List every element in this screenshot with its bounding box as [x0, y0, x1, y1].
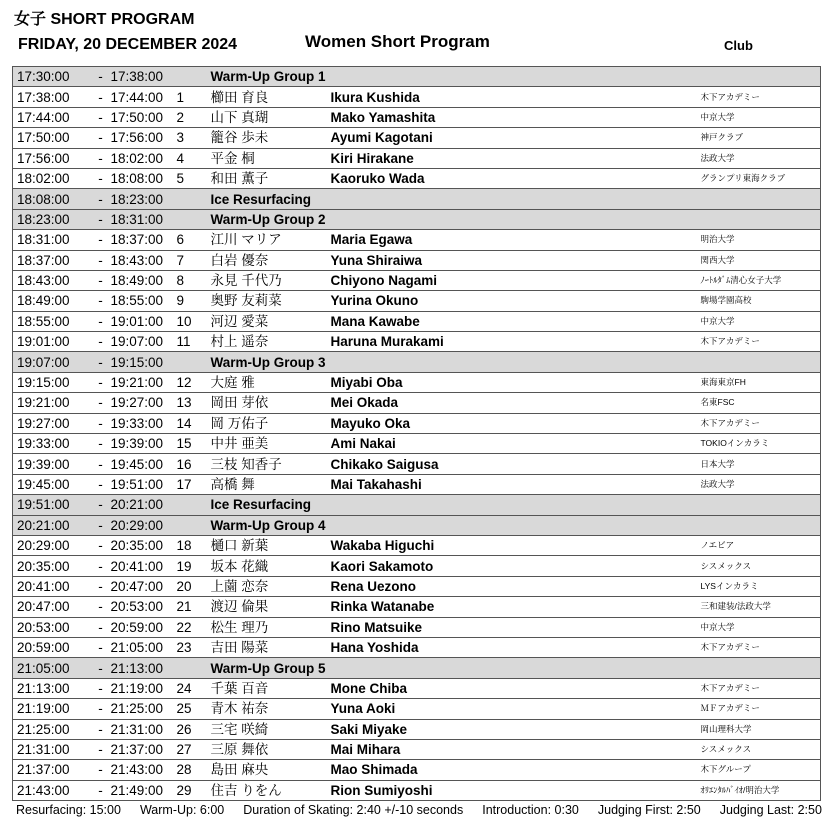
- no-cell: 27: [177, 739, 211, 759]
- cell-cell: -: [91, 454, 111, 474]
- cell-cell: -: [91, 270, 111, 290]
- table-row: [13, 474, 821, 494]
- end-cell: 18:49:00: [111, 270, 177, 290]
- cell-cell: -: [91, 495, 111, 515]
- club-cell: 駒場学園高校: [695, 291, 821, 311]
- label-cell: Warm-Up Group 3: [211, 352, 695, 372]
- start-cell: 21:19:00: [13, 699, 91, 719]
- table-row: [13, 250, 821, 270]
- table-row: [13, 556, 821, 576]
- name-cell: Mai Mihara: [331, 739, 695, 759]
- cell-cell: -: [91, 678, 111, 698]
- end-cell: 18:08:00: [111, 168, 177, 188]
- no-cell: 4: [177, 148, 211, 168]
- no-cell: 29: [177, 780, 211, 800]
- end-cell: 18:55:00: [111, 291, 177, 311]
- end-cell: 21:13:00: [111, 658, 177, 678]
- start-cell: 20:47:00: [13, 597, 91, 617]
- start-cell: 20:53:00: [13, 617, 91, 637]
- no-cell: 6: [177, 230, 211, 250]
- label-cell: Warm-Up Group 4: [211, 515, 695, 535]
- name-cell: Kaori Sakamoto: [331, 556, 695, 576]
- club-column-header: Club: [724, 38, 753, 53]
- end-cell: 21:49:00: [111, 780, 177, 800]
- jp-cell: 籠谷 歩未: [211, 128, 331, 148]
- name-cell: Yuna Aoki: [331, 699, 695, 719]
- jp-cell: 永見 千代乃: [211, 270, 331, 290]
- club-cell: LYSインカラミ: [695, 576, 821, 596]
- start-cell: 19:01:00: [13, 332, 91, 352]
- name-cell: Saki Miyake: [331, 719, 695, 739]
- table-row: [13, 311, 821, 331]
- cell-cell: [695, 352, 821, 372]
- table-row: [13, 270, 821, 290]
- title-jp: 女子 SHORT PROGRAM: [14, 11, 195, 28]
- name-cell: Mao Shimada: [331, 760, 695, 780]
- no-cell: 12: [177, 372, 211, 392]
- end-cell: 19:07:00: [111, 332, 177, 352]
- start-cell: 19:33:00: [13, 434, 91, 454]
- end-cell: 20:21:00: [111, 495, 177, 515]
- jp-cell: 吉田 陽菜: [211, 637, 331, 657]
- club-cell: 木下アカデミー: [695, 413, 821, 433]
- cell-cell: -: [91, 556, 111, 576]
- jp-cell: 白岩 優奈: [211, 250, 331, 270]
- cell-cell: -: [91, 434, 111, 454]
- name-cell: Rinka Watanabe: [331, 597, 695, 617]
- name-cell: Mana Kawabe: [331, 311, 695, 331]
- table-row: [13, 393, 821, 413]
- end-cell: 21:05:00: [111, 637, 177, 657]
- cell-cell: -: [91, 760, 111, 780]
- name-cell: Mei Okada: [331, 393, 695, 413]
- label-cell: Warm-Up Group 1: [211, 67, 695, 87]
- table-row: [13, 719, 821, 739]
- cell-cell: [695, 189, 821, 209]
- cell-cell: -: [91, 393, 111, 413]
- club-cell: 中京大学: [695, 311, 821, 331]
- name-cell: Haruna Murakami: [331, 332, 695, 352]
- jp-cell: 千葉 百音: [211, 678, 331, 698]
- club-cell: シスメックス: [695, 556, 821, 576]
- schedule-table: [12, 66, 821, 801]
- footer-item: Resurfacing: 15:00: [16, 803, 121, 817]
- jp-cell: 坂本 花織: [211, 556, 331, 576]
- end-cell: 21:25:00: [111, 699, 177, 719]
- table-row: [13, 454, 821, 474]
- name-cell: Rino Matsuike: [331, 617, 695, 637]
- cell-cell: -: [91, 168, 111, 188]
- table-row: [13, 617, 821, 637]
- club-cell: 関西大学: [695, 250, 821, 270]
- club-cell: 神戸クラブ: [695, 128, 821, 148]
- end-cell: 19:15:00: [111, 352, 177, 372]
- start-cell: 17:44:00: [13, 107, 91, 127]
- start-cell: 21:43:00: [13, 780, 91, 800]
- cell-cell: -: [91, 189, 111, 209]
- no-cell: 18: [177, 535, 211, 555]
- jp-cell: 青木 祐奈: [211, 699, 331, 719]
- name-cell: Rion Sumiyoshi: [331, 780, 695, 800]
- name-cell: Mako Yamashita: [331, 107, 695, 127]
- end-cell: 17:56:00: [111, 128, 177, 148]
- club-cell: グランプリ東海クラブ: [695, 168, 821, 188]
- name-cell: Ayumi Kagotani: [331, 128, 695, 148]
- label-cell: Warm-Up Group 2: [211, 209, 695, 229]
- cell-cell: -: [91, 230, 111, 250]
- end-cell: 21:43:00: [111, 760, 177, 780]
- no-cell: 24: [177, 678, 211, 698]
- name-cell: Ikura Kushida: [331, 87, 695, 107]
- club-cell: ｵﾘｴﾝﾀﾙﾊﾞｲｵ/明治大学: [695, 780, 821, 800]
- cell-cell: [177, 352, 211, 372]
- table-row: [13, 576, 821, 596]
- jp-cell: 松生 理乃: [211, 617, 331, 637]
- start-cell: 21:05:00: [13, 658, 91, 678]
- section-row: [13, 658, 821, 678]
- start-cell: 20:35:00: [13, 556, 91, 576]
- no-cell: 1: [177, 87, 211, 107]
- cell-cell: [177, 67, 211, 87]
- cell-cell: -: [91, 576, 111, 596]
- start-cell: 19:27:00: [13, 413, 91, 433]
- table-row: [13, 637, 821, 657]
- end-cell: 21:37:00: [111, 739, 177, 759]
- start-cell: 18:37:00: [13, 250, 91, 270]
- club-cell: ノエビア: [695, 535, 821, 555]
- no-cell: 28: [177, 760, 211, 780]
- cell-cell: -: [91, 699, 111, 719]
- start-cell: 19:45:00: [13, 474, 91, 494]
- club-cell: 中京大学: [695, 617, 821, 637]
- jp-cell: 和田 薫子: [211, 168, 331, 188]
- no-cell: 22: [177, 617, 211, 637]
- start-cell: 20:41:00: [13, 576, 91, 596]
- label-cell: Ice Resurfacing: [211, 495, 695, 515]
- jp-cell: 岡 万佑子: [211, 413, 331, 433]
- end-cell: 21:19:00: [111, 678, 177, 698]
- table-row: [13, 230, 821, 250]
- club-cell: TOKIOインカラミ: [695, 434, 821, 454]
- end-cell: 19:51:00: [111, 474, 177, 494]
- end-cell: 18:02:00: [111, 148, 177, 168]
- no-cell: 21: [177, 597, 211, 617]
- end-cell: 20:47:00: [111, 576, 177, 596]
- no-cell: 26: [177, 719, 211, 739]
- name-cell: Mayuko Oka: [331, 413, 695, 433]
- start-cell: 18:49:00: [13, 291, 91, 311]
- name-cell: Chikako Saigusa: [331, 454, 695, 474]
- no-cell: 3: [177, 128, 211, 148]
- table-row: [13, 148, 821, 168]
- club-cell: 法政大学: [695, 474, 821, 494]
- start-cell: 19:15:00: [13, 372, 91, 392]
- section-row: [13, 209, 821, 229]
- no-cell: 14: [177, 413, 211, 433]
- jp-cell: 山下 真瑚: [211, 107, 331, 127]
- cell-cell: -: [91, 739, 111, 759]
- jp-cell: 上薗 恋奈: [211, 576, 331, 596]
- start-cell: 17:38:00: [13, 87, 91, 107]
- start-cell: 20:59:00: [13, 637, 91, 657]
- start-cell: 21:25:00: [13, 719, 91, 739]
- no-cell: 8: [177, 270, 211, 290]
- cell-cell: -: [91, 780, 111, 800]
- cell-cell: -: [91, 209, 111, 229]
- table-row: [13, 413, 821, 433]
- cell-cell: [695, 515, 821, 535]
- club-cell: 日本大学: [695, 454, 821, 474]
- cell-cell: -: [91, 87, 111, 107]
- name-cell: Mai Takahashi: [331, 474, 695, 494]
- cell-cell: [695, 67, 821, 87]
- end-cell: 19:45:00: [111, 454, 177, 474]
- end-cell: 18:31:00: [111, 209, 177, 229]
- section-row: [13, 495, 821, 515]
- no-cell: 15: [177, 434, 211, 454]
- club-cell: ＭＦアカデミー: [695, 699, 821, 719]
- cell-cell: -: [91, 719, 111, 739]
- club-cell: 木下アカデミー: [695, 332, 821, 352]
- club-cell: 木下アカデミー: [695, 637, 821, 657]
- end-cell: 19:01:00: [111, 311, 177, 331]
- start-cell: 17:30:00: [13, 67, 91, 87]
- no-cell: 19: [177, 556, 211, 576]
- no-cell: 20: [177, 576, 211, 596]
- no-cell: 23: [177, 637, 211, 657]
- name-cell: Mone Chiba: [331, 678, 695, 698]
- cell-cell: -: [91, 474, 111, 494]
- end-cell: 19:39:00: [111, 434, 177, 454]
- cell-cell: [177, 495, 211, 515]
- start-cell: 21:37:00: [13, 760, 91, 780]
- cell-cell: -: [91, 291, 111, 311]
- label-cell: Warm-Up Group 5: [211, 658, 695, 678]
- start-cell: 21:31:00: [13, 739, 91, 759]
- table-row: [13, 87, 821, 107]
- start-cell: 20:29:00: [13, 535, 91, 555]
- jp-cell: 平金 桐: [211, 148, 331, 168]
- club-cell: 東海東京FH: [695, 372, 821, 392]
- end-cell: 17:38:00: [111, 67, 177, 87]
- club-cell: 木下グループ: [695, 760, 821, 780]
- footer-item: Duration of Skating: 2:40 +/-10 seconds: [243, 803, 464, 817]
- cell-cell: -: [91, 515, 111, 535]
- club-cell: 木下アカデミー: [695, 87, 821, 107]
- start-cell: 17:50:00: [13, 128, 91, 148]
- name-cell: Kiri Hirakane: [331, 148, 695, 168]
- name-cell: Yuna Shiraiwa: [331, 250, 695, 270]
- cell-cell: -: [91, 597, 111, 617]
- end-cell: 18:43:00: [111, 250, 177, 270]
- jp-cell: 河辺 愛菜: [211, 311, 331, 331]
- cell-cell: [177, 658, 211, 678]
- cell-cell: [177, 209, 211, 229]
- jp-cell: 江川 マリア: [211, 230, 331, 250]
- name-cell: Wakaba Higuchi: [331, 535, 695, 555]
- cell-cell: -: [91, 311, 111, 331]
- cell-cell: -: [91, 128, 111, 148]
- club-cell: 法政大学: [695, 148, 821, 168]
- table-row: [13, 168, 821, 188]
- end-cell: 20:53:00: [111, 597, 177, 617]
- no-cell: 11: [177, 332, 211, 352]
- start-cell: 18:08:00: [13, 189, 91, 209]
- cell-cell: -: [91, 658, 111, 678]
- no-cell: 10: [177, 311, 211, 331]
- club-cell: 明治大学: [695, 230, 821, 250]
- end-cell: 20:35:00: [111, 535, 177, 555]
- club-cell: シスメックス: [695, 739, 821, 759]
- cell-cell: [177, 515, 211, 535]
- start-cell: 19:51:00: [13, 495, 91, 515]
- table-row: [13, 535, 821, 555]
- table-row: [13, 128, 821, 148]
- jp-cell: 奥野 友莉菜: [211, 291, 331, 311]
- end-cell: 19:27:00: [111, 393, 177, 413]
- footer-item: Warm-Up: 6:00: [139, 803, 225, 817]
- table-row: [13, 291, 821, 311]
- club-cell: ﾉｰﾄﾙﾀﾞﾑ清心女子大学: [695, 270, 821, 290]
- cell-cell: -: [91, 332, 111, 352]
- label-cell: Ice Resurfacing: [211, 189, 695, 209]
- jp-cell: 岡田 芽依: [211, 393, 331, 413]
- club-cell: 木下アカデミー: [695, 678, 821, 698]
- footer-item: Judging First: 2:50: [597, 803, 701, 817]
- club-cell: 三和建装/法政大学: [695, 597, 821, 617]
- table-row: [13, 699, 821, 719]
- table-row: [13, 739, 821, 759]
- table-row: [13, 332, 821, 352]
- jp-cell: 高橋 舞: [211, 474, 331, 494]
- start-cell: 18:02:00: [13, 168, 91, 188]
- table-row: [13, 597, 821, 617]
- no-cell: 25: [177, 699, 211, 719]
- cell-cell: -: [91, 67, 111, 87]
- name-cell: Kaoruko Wada: [331, 168, 695, 188]
- cell-cell: -: [91, 413, 111, 433]
- club-cell: 中京大学: [695, 107, 821, 127]
- name-cell: Hana Yoshida: [331, 637, 695, 657]
- no-cell: 17: [177, 474, 211, 494]
- jp-cell: 中井 亜美: [211, 434, 331, 454]
- cell-cell: -: [91, 637, 111, 657]
- end-cell: 20:29:00: [111, 515, 177, 535]
- jp-cell: 三宅 咲綺: [211, 719, 331, 739]
- section-row: [13, 67, 821, 87]
- jp-cell: 櫛田 育良: [211, 87, 331, 107]
- no-cell: 2: [177, 107, 211, 127]
- table-row: [13, 760, 821, 780]
- cell-cell: [177, 189, 211, 209]
- name-cell: Maria Egawa: [331, 230, 695, 250]
- start-cell: 18:43:00: [13, 270, 91, 290]
- footer-item: Judging Last: 2:50: [719, 803, 822, 817]
- cell-cell: -: [91, 250, 111, 270]
- page-title: Women Short Program: [305, 32, 490, 51]
- name-cell: Miyabi Oba: [331, 372, 695, 392]
- start-cell: 19:39:00: [13, 454, 91, 474]
- end-cell: 20:59:00: [111, 617, 177, 637]
- start-cell: 21:13:00: [13, 678, 91, 698]
- table-row: [13, 372, 821, 392]
- no-cell: 5: [177, 168, 211, 188]
- no-cell: 16: [177, 454, 211, 474]
- cell-cell: -: [91, 535, 111, 555]
- cell-cell: -: [91, 352, 111, 372]
- jp-cell: 住吉 りをん: [211, 780, 331, 800]
- end-cell: 21:31:00: [111, 719, 177, 739]
- cell-cell: -: [91, 617, 111, 637]
- name-cell: Yurina Okuno: [331, 291, 695, 311]
- jp-cell: 渡辺 倫果: [211, 597, 331, 617]
- end-cell: 18:23:00: [111, 189, 177, 209]
- club-cell: 名東FSC: [695, 393, 821, 413]
- end-cell: 18:37:00: [111, 230, 177, 250]
- jp-cell: 三枝 知香子: [211, 454, 331, 474]
- cell-cell: [695, 658, 821, 678]
- no-cell: 13: [177, 393, 211, 413]
- start-cell: 17:56:00: [13, 148, 91, 168]
- table-row: [13, 780, 821, 800]
- end-cell: 20:41:00: [111, 556, 177, 576]
- name-cell: Rena Uezono: [331, 576, 695, 596]
- table-row: [13, 107, 821, 127]
- end-cell: 17:50:00: [111, 107, 177, 127]
- jp-cell: 三原 舞依: [211, 739, 331, 759]
- end-cell: 19:21:00: [111, 372, 177, 392]
- cell-cell: [695, 495, 821, 515]
- cell-cell: -: [91, 372, 111, 392]
- cell-cell: [695, 209, 821, 229]
- jp-cell: 島田 麻央: [211, 760, 331, 780]
- section-row: [13, 189, 821, 209]
- end-cell: 19:33:00: [111, 413, 177, 433]
- end-cell: 17:44:00: [111, 87, 177, 107]
- cell-cell: -: [91, 107, 111, 127]
- start-cell: 18:55:00: [13, 311, 91, 331]
- event-date: FRIDAY, 20 DECEMBER 2024: [18, 36, 238, 53]
- name-cell: Ami Nakai: [331, 434, 695, 454]
- name-cell: Chiyono Nagami: [331, 270, 695, 290]
- footer-item: Introduction: 0:30: [482, 803, 579, 817]
- footer-timings: [16, 803, 822, 817]
- club-cell: 岡山理科大学: [695, 719, 821, 739]
- start-cell: 18:23:00: [13, 209, 91, 229]
- start-cell: 19:21:00: [13, 393, 91, 413]
- cell-cell: -: [91, 148, 111, 168]
- table-row: [13, 434, 821, 454]
- start-cell: 18:31:00: [13, 230, 91, 250]
- no-cell: 9: [177, 291, 211, 311]
- start-cell: 20:21:00: [13, 515, 91, 535]
- table-row: [13, 678, 821, 698]
- section-row: [13, 352, 821, 372]
- jp-cell: 樋口 新葉: [211, 535, 331, 555]
- jp-cell: 大庭 雅: [211, 372, 331, 392]
- start-cell: 19:07:00: [13, 352, 91, 372]
- jp-cell: 村上 遥奈: [211, 332, 331, 352]
- section-row: [13, 515, 821, 535]
- no-cell: 7: [177, 250, 211, 270]
